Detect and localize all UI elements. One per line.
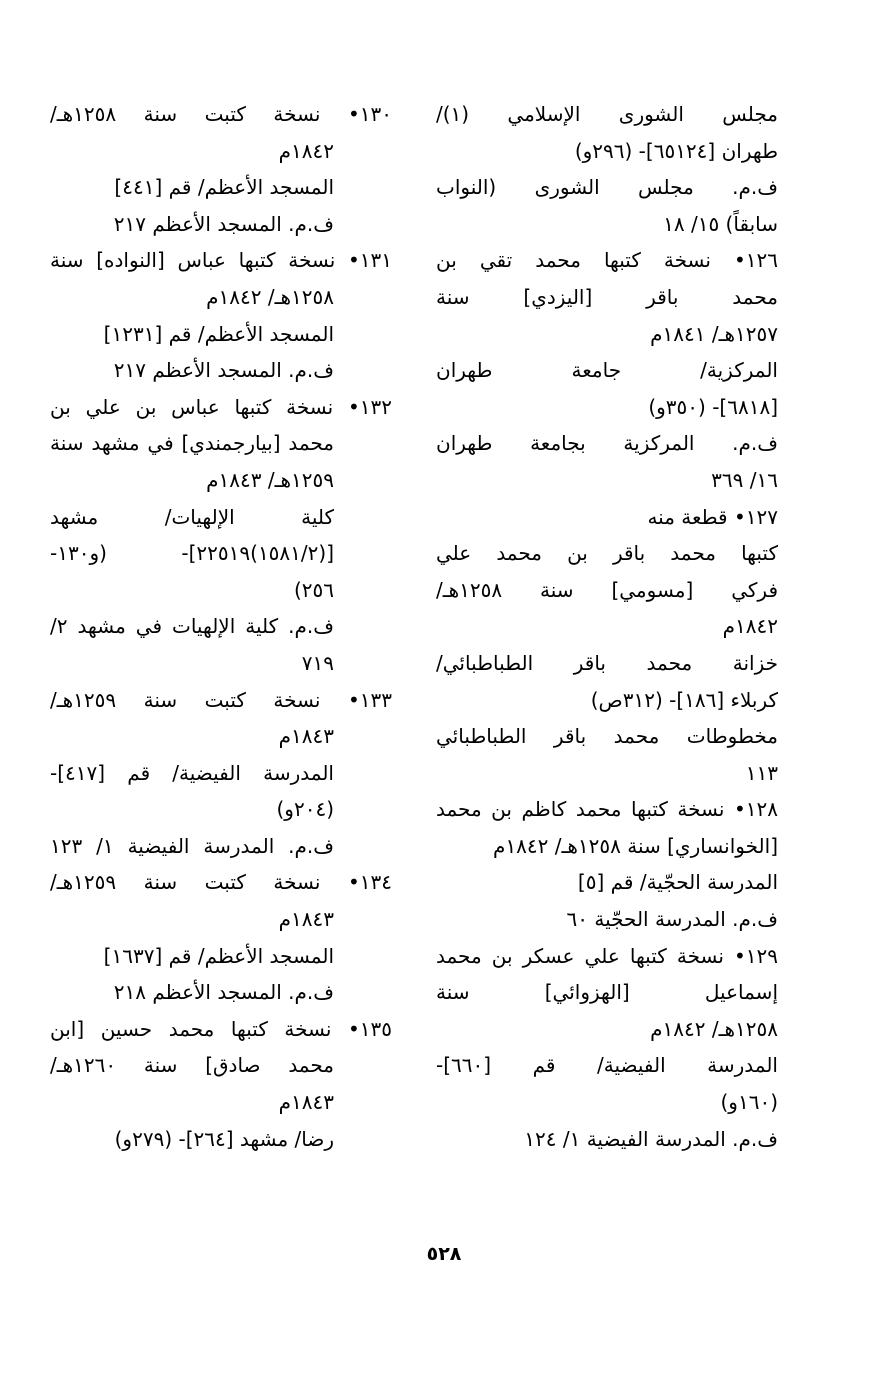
text-line: المسجد الأعظم/ قم [١٦٣٧] [103,943,334,968]
text-line: ف.م. مجلس الشورى (النواب [436,175,778,200]
text-line: ١١٣ [745,760,778,785]
text-line: سابقاً) ١٥/ ١٨ [663,211,778,236]
text-line: ف.م. المسجد الأعظم ٢١٧ [113,358,334,383]
text-line: ١٨٤٣م [278,907,334,932]
text-line: ١٦/ ٣٦٩ [711,467,778,492]
text-line: المسجد الأعظم/ قم [١٢٣١] [103,321,334,346]
text-line: مخطوطات محمد باقر الطباطبائي [436,724,778,749]
text-line: إسماعيل [الهزوائي] سنة [436,980,778,1005]
text-line: ١٢٥٧هـ/ ١٨٤١م [650,321,778,346]
right-column [436,96,778,1157]
text-line: المدرسة الفيضية/ قم [٦٦٠]- [436,1053,778,1078]
text-line: ١٢٦• نسخة كتبها محمد تقي بن [436,248,778,273]
text-line: محمد صادق] سنة ١٢٦٠هـ/ [50,1053,334,1078]
left-column [50,96,392,1157]
text-line: ١٢٥٨هـ/ ١٨٤٢م [206,284,334,309]
text-line: ١٣٠• نسخة كتبت سنة ١٢٥٨هـ/ [50,102,392,126]
text-line: ١٢٥٨هـ/ ١٨٤٢م [650,1016,778,1041]
text-line: ١٢٩• نسخة كتبها علي عسكر بن محمد [436,943,778,968]
text-line: [(١٥٨١/٢)٢٢٥١٩]- (و١٣٠- [50,541,334,566]
text-line: ف.م. المدرسة الحجّية ٦٠ [566,907,778,932]
text-line: ف.م. المسجد الأعظم ٢١٨ [113,980,334,1005]
text-line: ف.م. المدرسة الفيضية ١/ ١٢٣ [50,833,334,858]
text-line: (٢٠٤و) [276,797,334,822]
text-line: خزانة محمد باقر الطباطبائي/ [436,650,778,675]
text-line: ١٣٣• نسخة كتبت سنة ١٢٥٩هـ/ [50,687,392,712]
text-line: ١٢٥٩هـ/ ١٨٤٣م [206,467,334,492]
text-line: ١٨٤٢م [278,138,334,163]
text-line: المدرسة الحجّية/ قم [٥] [577,870,778,895]
text-line: رضا/ مشهد [٢٦٤]- (٢٧٩و) [114,1126,334,1151]
text-line: محمد باقر [اليزدي] سنة [436,284,778,309]
text-line: ١٨٤٢م [722,614,778,639]
text-line: ٧١٩ [301,650,334,675]
text-line: ١٣٥• نسخة كتبها محمد حسين [ابن [50,1016,392,1041]
text-line: فركي [مسومي] سنة ١٢٥٨هـ/ [436,577,778,602]
text-line: ف.م. المسجد الأعظم ٢١٧ [113,211,334,236]
text-line: المركزية/ جامعة طهران [436,358,778,383]
text-line: ١٣١• نسخة كتبها عباس [النواده] سنة [50,248,392,273]
text-line: ف.م. المدرسة الفيضية ١/ ١٢٤ [524,1126,778,1151]
text-line: كلية الإلهيات/ مشهد [50,504,334,529]
text-line: مجلس الشورى الإسلامي (١)/ [436,102,778,126]
page-number: ٥٢٨ [426,1243,462,1265]
text-line: ١٨٤٣م [278,1090,334,1115]
text-line: كتبها محمد باقر بن محمد علي [436,541,778,566]
text-line: المسجد الأعظم/ قم [٤٤١] [114,175,334,200]
text-line: ف.م. المركزية بجامعة طهران [436,431,778,456]
text-line: كربلاء [١٨٦]- (٣١٢ص) [590,687,778,712]
text-line: ف.م. كلية الإلهيات في مشهد ٢/ [50,614,334,639]
text-line: ١٨٤٣م [278,724,334,749]
text-line: [الخوانساري] سنة ١٢٥٨هـ/ ١٨٤٢م [493,833,778,858]
text-line: ١٣٤• نسخة كتبت سنة ١٢٥٩هـ/ [50,870,392,895]
text-line: ١٢٧• قطعة منه [647,504,778,529]
text-line: محمد [بيارجمندي] في مشهد سنة [50,431,334,456]
text-line: ١٣٢• نسخة كتبها عباس بن علي بن [50,394,392,419]
text-line: طهران [٦٥١٢٤]- (٢٩٦و) [574,138,778,163]
text-line: ٢٥٦) [293,577,334,602]
text-line: [٦٨١٨]- (٣٥٠و) [648,394,778,419]
text-line: المدرسة الفيضية/ قم [٤١٧]- [50,760,334,785]
text-line: ١٢٨• نسخة كتبها محمد كاظم بن محمد [436,797,778,822]
text-line: (١٦٠و) [720,1090,778,1115]
